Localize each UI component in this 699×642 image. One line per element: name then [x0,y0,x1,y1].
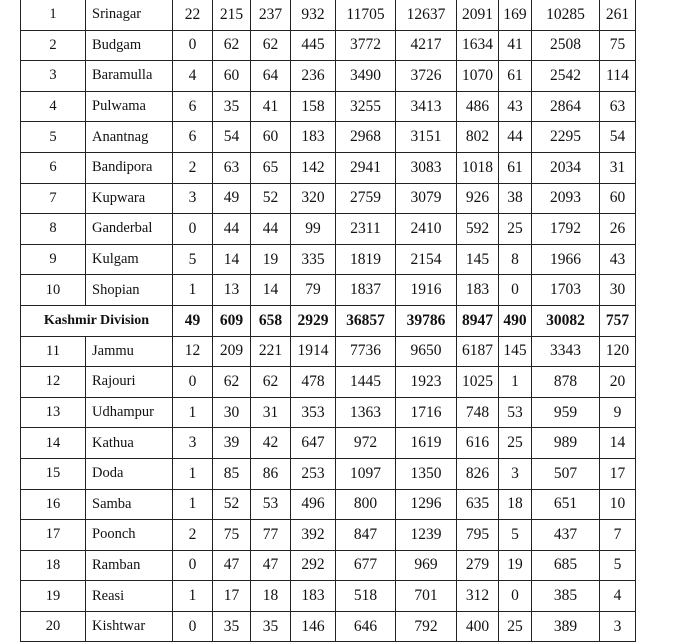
value-cell: 49 [173,305,213,336]
serial-number-cell: 1 [21,0,86,30]
table-row [21,336,636,367]
value-cell: 215 [213,0,251,30]
value-cell: 1097 [336,458,396,489]
table-row [21,581,636,612]
value-cell: 400 [457,611,499,642]
serial-number-cell: 8 [21,214,86,245]
value-cell: 792 [396,611,457,642]
value-cell: 77 [251,520,291,551]
value-cell: 35 [251,611,291,642]
table-wrapper [20,0,636,642]
value-cell: 959 [532,397,600,428]
value-cell: 61 [499,152,532,183]
value-cell: 972 [336,428,396,459]
district-name-cell: Kulgam [86,244,173,275]
value-cell: 62 [251,30,291,61]
value-cell: 616 [457,428,499,459]
value-cell: 3079 [396,183,457,214]
value-cell: 1 [173,458,213,489]
district-name-cell: Kathua [86,428,173,459]
district-name-cell: Anantnag [86,122,173,153]
value-cell: 2093 [532,183,600,214]
value-cell: 5 [499,520,532,551]
serial-number-cell: 4 [21,91,86,122]
value-cell: 44 [213,214,251,245]
value-cell: 385 [532,581,600,612]
value-cell: 14 [600,428,636,459]
district-name-cell: Pulwama [86,91,173,122]
value-cell: 52 [251,183,291,214]
value-cell: 145 [457,244,499,275]
value-cell: 2034 [532,152,600,183]
value-cell: 1296 [396,489,457,520]
value-cell: 13 [213,275,251,306]
value-cell: 12 [173,336,213,367]
value-cell: 6 [173,122,213,153]
value-cell: 0 [173,367,213,398]
value-cell: 3343 [532,336,600,367]
district-name-cell: Udhampur [86,397,173,428]
value-cell: 4217 [396,30,457,61]
value-cell: 437 [532,520,600,551]
serial-number-cell: 20 [21,611,86,642]
division-name-cell: Kashmir Division [21,305,173,336]
table-row [21,61,636,92]
value-cell: 0 [173,30,213,61]
value-cell: 17 [600,458,636,489]
value-cell: 44 [499,122,532,153]
value-cell: 54 [600,122,636,153]
value-cell: 1 [173,275,213,306]
value-cell: 20 [600,367,636,398]
value-cell: 47 [213,550,251,581]
serial-number-cell: 14 [21,428,86,459]
value-cell: 60 [600,183,636,214]
table-row [21,214,636,245]
value-cell: 1703 [532,275,600,306]
value-cell: 4 [173,61,213,92]
value-cell: 25 [499,214,532,245]
table-row [21,91,636,122]
value-cell: 54 [213,122,251,153]
value-cell: 236 [291,61,336,92]
district-name-cell: Poonch [86,520,173,551]
value-cell: 41 [251,91,291,122]
value-cell: 10 [600,489,636,520]
value-cell: 1966 [532,244,600,275]
serial-number-cell: 10 [21,275,86,306]
value-cell: 12637 [396,0,457,30]
table-body [21,0,636,642]
value-cell: 6187 [457,336,499,367]
value-cell: 3083 [396,152,457,183]
district-name-cell: Doda [86,458,173,489]
value-cell: 3490 [336,61,396,92]
value-cell: 62 [251,367,291,398]
district-name-cell: Ramban [86,550,173,581]
value-cell: 18 [499,489,532,520]
value-cell: 52 [213,489,251,520]
value-cell: 646 [336,611,396,642]
value-cell: 1837 [336,275,396,306]
serial-number-cell: 15 [21,458,86,489]
value-cell: 18 [251,581,291,612]
value-cell: 2929 [291,305,336,336]
value-cell: 490 [499,305,532,336]
serial-number-cell: 17 [21,520,86,551]
value-cell: 989 [532,428,600,459]
value-cell: 30 [600,275,636,306]
value-cell: 1018 [457,152,499,183]
value-cell: 3 [600,611,636,642]
value-cell: 486 [457,91,499,122]
value-cell: 701 [396,581,457,612]
district-name-cell: Reasi [86,581,173,612]
value-cell: 312 [457,581,499,612]
serial-number-cell: 2 [21,30,86,61]
value-cell: 592 [457,214,499,245]
value-cell: 757 [600,305,636,336]
value-cell: 142 [291,152,336,183]
value-cell: 146 [291,611,336,642]
value-cell: 75 [600,30,636,61]
value-cell: 0 [173,611,213,642]
value-cell: 0 [173,550,213,581]
serial-number-cell: 6 [21,152,86,183]
value-cell: 7736 [336,336,396,367]
district-name-cell: Srinagar [86,0,173,30]
value-cell: 221 [251,336,291,367]
value-cell: 47 [251,550,291,581]
value-cell: 335 [291,244,336,275]
value-cell: 39786 [396,305,457,336]
value-cell: 36857 [336,305,396,336]
value-cell: 183 [291,581,336,612]
value-cell: 878 [532,367,600,398]
value-cell: 3 [499,458,532,489]
value-cell: 3 [173,428,213,459]
value-cell: 1445 [336,367,396,398]
value-cell: 62 [213,30,251,61]
district-name-cell: Kupwara [86,183,173,214]
district-name-cell: Budgam [86,30,173,61]
value-cell: 19 [251,244,291,275]
value-cell: 445 [291,30,336,61]
value-cell: 35 [213,91,251,122]
serial-number-cell: 12 [21,367,86,398]
value-cell: 120 [600,336,636,367]
value-cell: 802 [457,122,499,153]
value-cell: 62 [213,367,251,398]
value-cell: 65 [251,152,291,183]
value-cell: 292 [291,550,336,581]
table-row [21,122,636,153]
table-row [21,489,636,520]
value-cell: 1 [499,367,532,398]
value-cell: 1923 [396,367,457,398]
value-cell: 1 [173,581,213,612]
value-cell: 658 [251,305,291,336]
value-cell: 685 [532,550,600,581]
value-cell: 2311 [336,214,396,245]
value-cell: 75 [213,520,251,551]
value-cell: 1792 [532,214,600,245]
value-cell: 86 [251,458,291,489]
value-cell: 320 [291,183,336,214]
value-cell: 53 [251,489,291,520]
value-cell: 25 [499,611,532,642]
value-cell: 2968 [336,122,396,153]
value-cell: 30082 [532,305,600,336]
value-cell: 11705 [336,0,396,30]
table-row [21,458,636,489]
value-cell: 389 [532,611,600,642]
value-cell: 60 [213,61,251,92]
value-cell: 253 [291,458,336,489]
value-cell: 0 [499,581,532,612]
value-cell: 847 [336,520,396,551]
value-cell: 0 [499,275,532,306]
value-cell: 38 [499,183,532,214]
table-row [21,183,636,214]
value-cell: 748 [457,397,499,428]
value-cell: 651 [532,489,600,520]
value-cell: 2508 [532,30,600,61]
value-cell: 8947 [457,305,499,336]
serial-number-cell: 18 [21,550,86,581]
value-cell: 507 [532,458,600,489]
value-cell: 26 [600,214,636,245]
serial-number-cell: 16 [21,489,86,520]
value-cell: 3726 [396,61,457,92]
value-cell: 2 [173,520,213,551]
value-cell: 926 [457,183,499,214]
value-cell: 795 [457,520,499,551]
value-cell: 2542 [532,61,600,92]
value-cell: 14 [251,275,291,306]
serial-number-cell: 5 [21,122,86,153]
value-cell: 43 [600,244,636,275]
value-cell: 1914 [291,336,336,367]
value-cell: 1619 [396,428,457,459]
value-cell: 478 [291,367,336,398]
value-cell: 79 [291,275,336,306]
table-row [21,152,636,183]
value-cell: 63 [600,91,636,122]
value-cell: 9 [600,397,636,428]
value-cell: 1025 [457,367,499,398]
value-cell: 4 [600,581,636,612]
district-name-cell: Rajouri [86,367,173,398]
value-cell: 63 [213,152,251,183]
table-row [21,550,636,581]
district-name-cell: Bandipora [86,152,173,183]
value-cell: 85 [213,458,251,489]
district-name-cell: Baramulla [86,61,173,92]
value-cell: 2941 [336,152,396,183]
value-cell: 647 [291,428,336,459]
value-cell: 3413 [396,91,457,122]
value-cell: 609 [213,305,251,336]
value-cell: 279 [457,550,499,581]
value-cell: 3151 [396,122,457,153]
table-row [21,244,636,275]
value-cell: 183 [457,275,499,306]
division-total-row [21,305,636,336]
value-cell: 64 [251,61,291,92]
value-cell: 60 [251,122,291,153]
table-row [21,428,636,459]
value-cell: 1634 [457,30,499,61]
value-cell: 3 [173,183,213,214]
value-cell: 0 [173,214,213,245]
value-cell: 61 [499,61,532,92]
value-cell: 1239 [396,520,457,551]
value-cell: 1819 [336,244,396,275]
value-cell: 1363 [336,397,396,428]
value-cell: 17 [213,581,251,612]
value-cell: 2759 [336,183,396,214]
value-cell: 518 [336,581,396,612]
value-cell: 8 [499,244,532,275]
value-cell: 39 [213,428,251,459]
table-row [21,30,636,61]
value-cell: 22 [173,0,213,30]
value-cell: 31 [600,152,636,183]
district-name-cell: Samba [86,489,173,520]
value-cell: 261 [600,0,636,30]
value-cell: 19 [499,550,532,581]
value-cell: 42 [251,428,291,459]
value-cell: 969 [396,550,457,581]
value-cell: 14 [213,244,251,275]
value-cell: 2154 [396,244,457,275]
value-cell: 53 [499,397,532,428]
value-cell: 635 [457,489,499,520]
value-cell: 9650 [396,336,457,367]
value-cell: 2410 [396,214,457,245]
serial-number-cell: 3 [21,61,86,92]
district-name-cell: Shopian [86,275,173,306]
serial-number-cell: 9 [21,244,86,275]
value-cell: 7 [600,520,636,551]
value-cell: 44 [251,214,291,245]
serial-number-cell: 13 [21,397,86,428]
table-row [21,367,636,398]
value-cell: 2295 [532,122,600,153]
value-cell: 3255 [336,91,396,122]
value-cell: 10285 [532,0,600,30]
value-cell: 5 [173,244,213,275]
value-cell: 932 [291,0,336,30]
value-cell: 43 [499,91,532,122]
value-cell: 114 [600,61,636,92]
table-row [21,397,636,428]
value-cell: 30 [213,397,251,428]
value-cell: 1 [173,397,213,428]
serial-number-cell: 7 [21,183,86,214]
district-name-cell: Kishtwar [86,611,173,642]
serial-number-cell: 19 [21,581,86,612]
value-cell: 99 [291,214,336,245]
value-cell: 5 [600,550,636,581]
value-cell: 392 [291,520,336,551]
value-cell: 826 [457,458,499,489]
value-cell: 2864 [532,91,600,122]
value-cell: 49 [213,183,251,214]
value-cell: 2 [173,152,213,183]
value-cell: 209 [213,336,251,367]
table-row [21,611,636,642]
value-cell: 6 [173,91,213,122]
value-cell: 677 [336,550,396,581]
value-cell: 41 [499,30,532,61]
value-cell: 1716 [396,397,457,428]
value-cell: 800 [336,489,396,520]
table-row [21,0,636,30]
value-cell: 169 [499,0,532,30]
value-cell: 496 [291,489,336,520]
value-cell: 145 [499,336,532,367]
value-cell: 183 [291,122,336,153]
value-cell: 25 [499,428,532,459]
serial-number-cell: 11 [21,336,86,367]
value-cell: 158 [291,91,336,122]
value-cell: 31 [251,397,291,428]
district-data-table [20,0,636,642]
value-cell: 353 [291,397,336,428]
value-cell: 3772 [336,30,396,61]
value-cell: 1 [173,489,213,520]
district-name-cell: Ganderbal [86,214,173,245]
value-cell: 2091 [457,0,499,30]
value-cell: 1070 [457,61,499,92]
value-cell: 35 [213,611,251,642]
value-cell: 1916 [396,275,457,306]
value-cell: 237 [251,0,291,30]
table-row [21,275,636,306]
table-row [21,520,636,551]
value-cell: 1350 [396,458,457,489]
district-name-cell: Jammu [86,336,173,367]
